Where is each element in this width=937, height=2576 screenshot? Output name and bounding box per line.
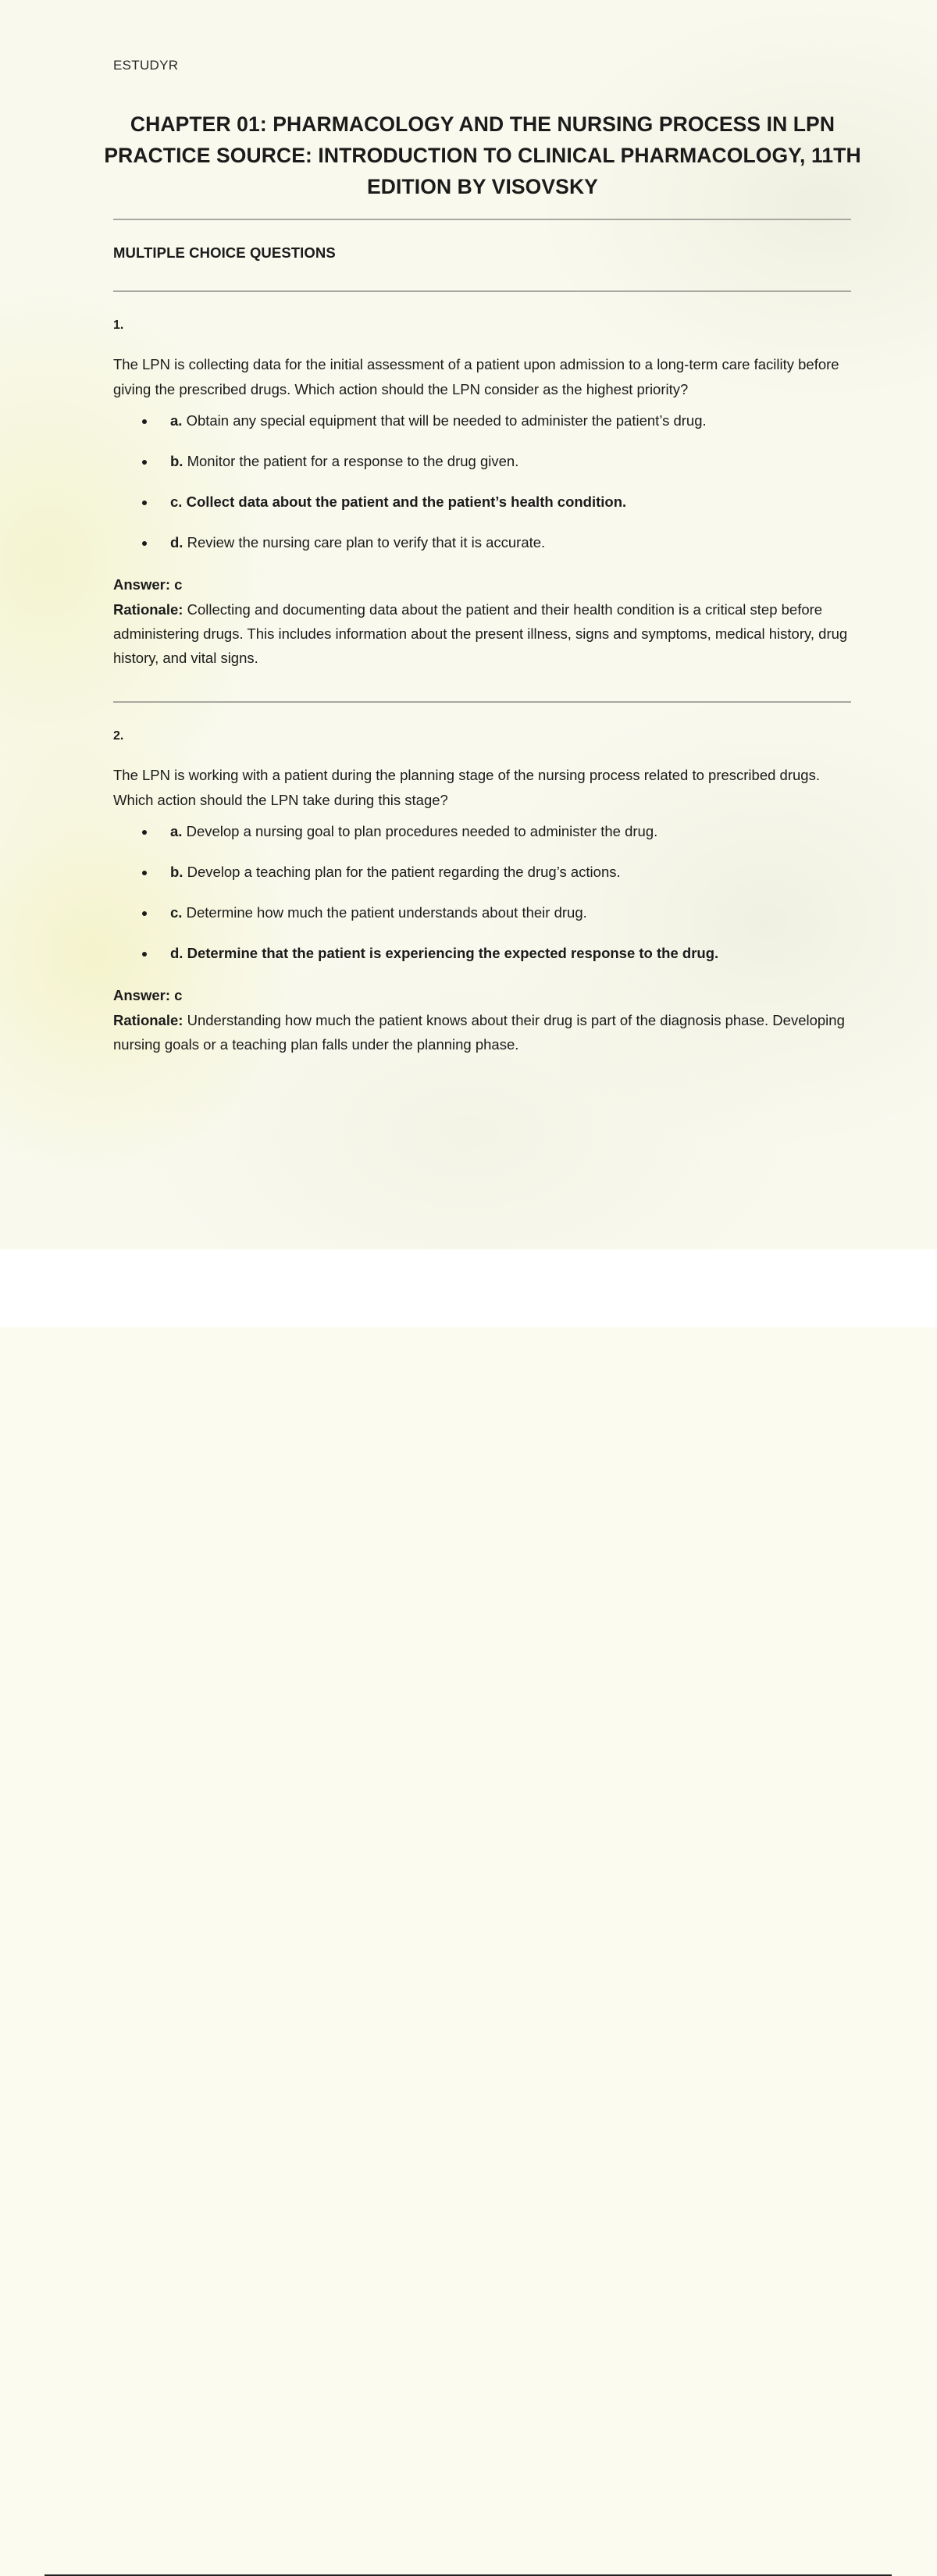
option-text: Determine how much the patient understands about their drug. bbox=[186, 904, 587, 921]
option-text: Collect data about the patient and the patient’s health condition. bbox=[186, 493, 627, 510]
option-text: Monitor the patient for a response to the drug given. bbox=[187, 453, 519, 469]
rationale bbox=[113, 597, 851, 670]
question-text: The LPN is collecting data for the initial assessment of a patient upon admission to a long-term care facility before giving the prescribed drugs. Which action should the LPN consider as the highest priority? bbox=[113, 356, 839, 397]
option-letter: a. bbox=[170, 412, 183, 429]
option-c bbox=[113, 903, 851, 923]
option-letter: d. bbox=[170, 945, 183, 961]
question-number: 2. bbox=[113, 729, 124, 743]
bullet-icon bbox=[142, 419, 147, 424]
option-letter: c. bbox=[170, 493, 183, 510]
bullet-icon bbox=[142, 830, 147, 835]
option-text: Develop a nursing goal to plan procedures needed to administer the drug. bbox=[186, 823, 658, 839]
page-footer-area bbox=[0, 1249, 937, 1327]
option-c bbox=[113, 492, 851, 512]
divider bbox=[113, 219, 851, 220]
bullet-icon bbox=[142, 460, 147, 465]
chapter-title: CHAPTER 01: PHARMACOLOGY AND THE NURSING PROCESS IN LPN PRACTICE SOURCE: INTRODUCTION TO CLINICAL PHARMACOLOGY, 11TH EDITION BY VISOVSKY bbox=[104, 112, 861, 198]
answer-key: Answer: c bbox=[113, 576, 183, 593]
option-letter: d. bbox=[170, 534, 183, 550]
rationale-label: Rationale: bbox=[113, 1012, 183, 1028]
answer-key: Answer: c bbox=[113, 987, 183, 1003]
option-letter: b. bbox=[170, 453, 183, 469]
option-text: Obtain any special equipment that will be needed to administer the patient’s drug. bbox=[186, 412, 707, 429]
option-text: Review the nursing care plan to verify that it is accurate. bbox=[187, 534, 546, 550]
option-letter: b. bbox=[170, 864, 183, 880]
section-heading: MULTIPLE CHOICE QUESTIONS bbox=[113, 244, 336, 261]
option-a bbox=[113, 411, 851, 431]
option-letter: a. bbox=[170, 823, 183, 839]
rationale-text: Collecting and documenting data about the patient and their health condition is a critical step before administering drugs. This includes information about the present illness, signs and symptoms, medical history, drug history, and vital signs. bbox=[113, 601, 848, 666]
question-text: The LPN is working with a patient during the planning stage of the nursing process related to prescribed drugs. Which action should the LPN take during this stage? bbox=[113, 767, 820, 808]
rationale-text: Understanding how much the patient knows about their drug is part of the diagnosis phase. Developing nursing goals or a teaching plan falls under the planning phase. bbox=[113, 1012, 845, 1053]
option-d bbox=[113, 943, 851, 964]
question-1 bbox=[113, 319, 851, 670]
bullet-icon bbox=[142, 871, 147, 875]
bullet-icon bbox=[142, 501, 147, 505]
document-body bbox=[104, 58, 861, 1056]
option-letter: c. bbox=[170, 904, 183, 921]
option-text: Determine that the patient is experiencing the expected response to the drug. bbox=[187, 945, 719, 961]
divider bbox=[113, 701, 851, 703]
option-text: Develop a teaching plan for the patient regarding the drug’s actions. bbox=[187, 864, 621, 880]
option-b bbox=[113, 451, 851, 472]
option-a bbox=[113, 821, 851, 842]
question-number: 1. bbox=[113, 319, 124, 332]
bullet-icon bbox=[142, 911, 147, 916]
bullet-icon bbox=[142, 541, 147, 546]
answer-options bbox=[113, 411, 851, 553]
divider bbox=[113, 290, 851, 292]
option-b bbox=[113, 862, 851, 882]
answer-options bbox=[113, 821, 851, 964]
question-2 bbox=[113, 729, 851, 1056]
option-d bbox=[113, 533, 851, 553]
rationale bbox=[113, 1008, 851, 1056]
rationale-label: Rationale: bbox=[113, 601, 183, 618]
bullet-icon bbox=[142, 952, 147, 957]
brand-name: ESTUDYR bbox=[113, 58, 179, 73]
